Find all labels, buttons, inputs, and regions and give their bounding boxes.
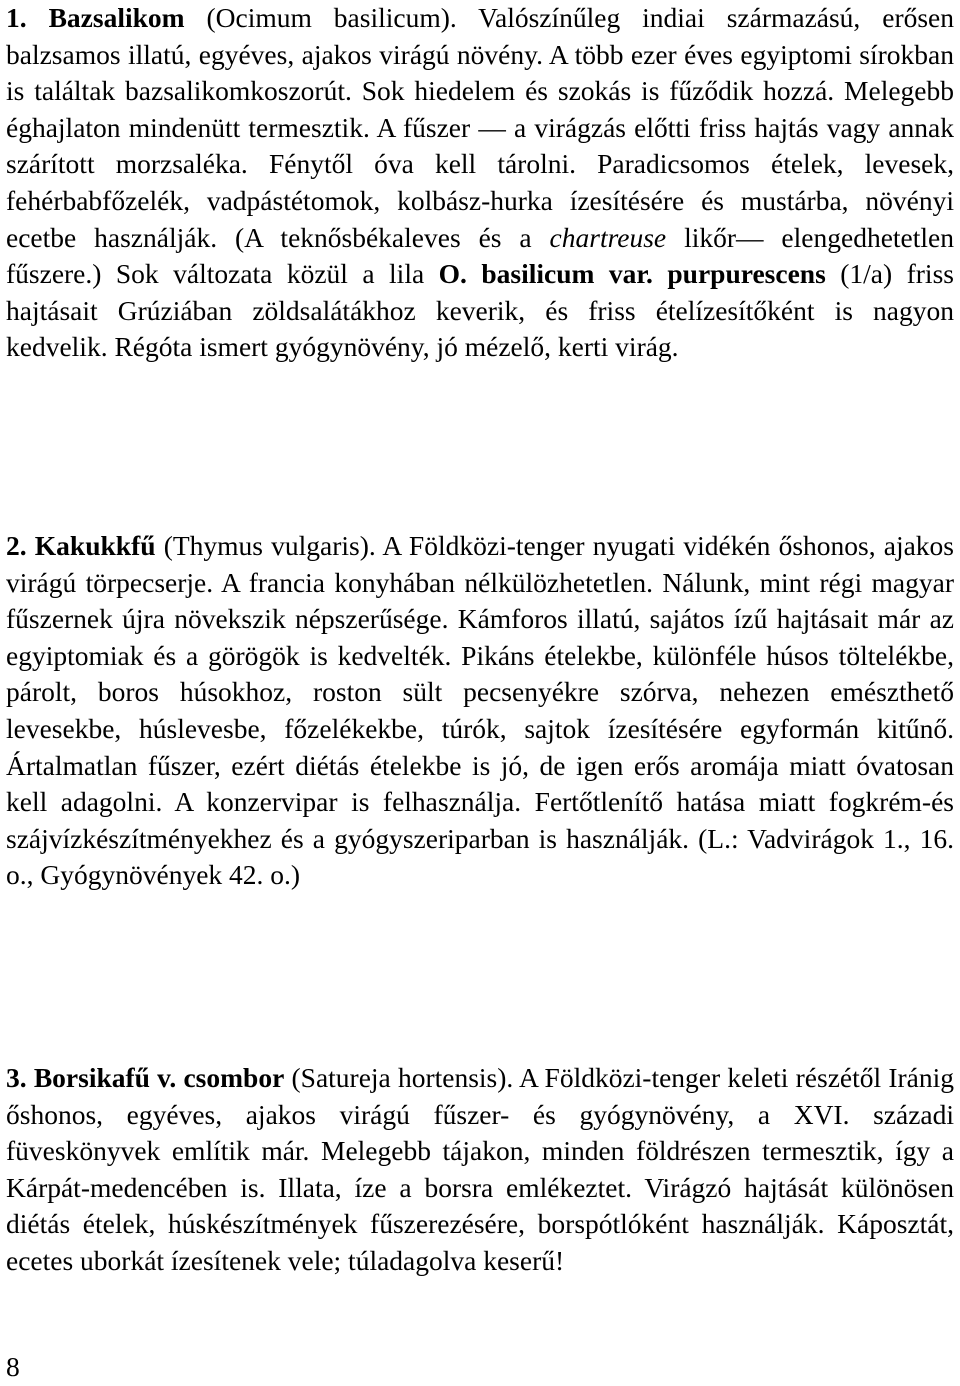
- entry-number: 3.: [6, 1062, 27, 1093]
- page-number: 8: [6, 1351, 20, 1382]
- entry-borsikafu: [6, 1060, 954, 1280]
- entry-latin-name: (Ocimum basilicum).: [184, 2, 457, 33]
- entry-name: Bazsalikom: [48, 2, 185, 33]
- entry-italic-term: chartreuse: [549, 221, 667, 253]
- entry-latin-name: (Satureja hortensis).: [284, 1062, 514, 1093]
- entry-latin-name: (Thymus vulgaris).: [155, 530, 376, 561]
- entry-text: A Földközi-tenger nyugati vidékén őshonos, ajakos virágú törpecserje. A francia konyhában nélkülözhetetlen. Nálunk, mint régi magyar fűszernek újra növekszik népszerűsége. Kámforos illatú, sajátos ízű hajtásait már az egyiptomiak és a görögök is kedvelték. Pikáns ételekbe, különféle húsos töltelékbe, párolt, boros húsokhoz, roston sült pecsenyékre szórva, nehezen emészthető levesekbe, húslevesbe, főzelékekbe, túrók, sajtok ízesítésére egyformán kitűnő. Ártalmatlan fűszer, ezért diétás ételekbe is jó, de igen erős aromája miatt óvatosan kell adagolni. A konzervipar is felhasználja. Fertőtlenítő hatása miatt fogkrém-és szájvízkészítményekhez és a gyógyszeriparban is használják. (L.: Vadvirágok 1., 16. o., Gyógynövények 42. o.): [6, 530, 954, 891]
- entry-text: likőr— elengedhetetlen fűszere.) Sok változata közül a lila: [6, 221, 954, 290]
- entry-text: Valószínűleg indiai származású, erősen balzsamos illatú, egyéves, ajakos virágú növény. A több ezer éves egyiptomi sírokban is találtak bazsalikomkoszorút. Sok hiedelem és szokás is fűződik hozzá. Melegebb éghajlaton mindenütt termesztik. A fűszer — a virágzás előtti friss hajtás vagy annak szárított morzsaléka. Fénytől óva kell tárolni. Paradicsomos ételek, levesek, fehérbabfőzelék, vadpástétomok, kolbász-hurka ízesítésére és mustárba, növényi ecetbe használják. (A teknősbékaleves és a: [6, 2, 955, 253]
- entry-text: (1/a) friss hajtásait Grúziában zöldsalátákhoz keverik, és friss ételízesítőként is nagyon kedvelik. Régóta ismert gyógynövény, jó mézelő, kerti virág.: [6, 258, 954, 363]
- entry-kakukkfu: [6, 528, 954, 894]
- entry-text: A Földközi-tenger keleti részétől Iránig őshonos, egyéves, ajakos virágú fűszer- és gyógynövény, a XVI. századi füveskönyvek említik már. Melegebb tájakon, minden földrészen termesztik, így a Kárpát-medencében is. Illata, íze a borsra emlékeztet. Virágzó hajtását különösen diétás ételek, húskészítmények fűszerezésére, borspótlóként használják. Káposztát, ecetes uborkát ízesítenek vele; túladagolva keserű!: [6, 1062, 955, 1276]
- entry-name: Borsikafű v. csombor: [33, 1062, 285, 1093]
- entry-number: 2.: [6, 530, 27, 561]
- entry-variety-name: O. basilicum var. purpurescens: [438, 258, 826, 290]
- entry-bazsalikom: [6, 0, 954, 366]
- entry-number: 1.: [6, 2, 27, 33]
- entry-name: Kakukkfű: [34, 530, 156, 561]
